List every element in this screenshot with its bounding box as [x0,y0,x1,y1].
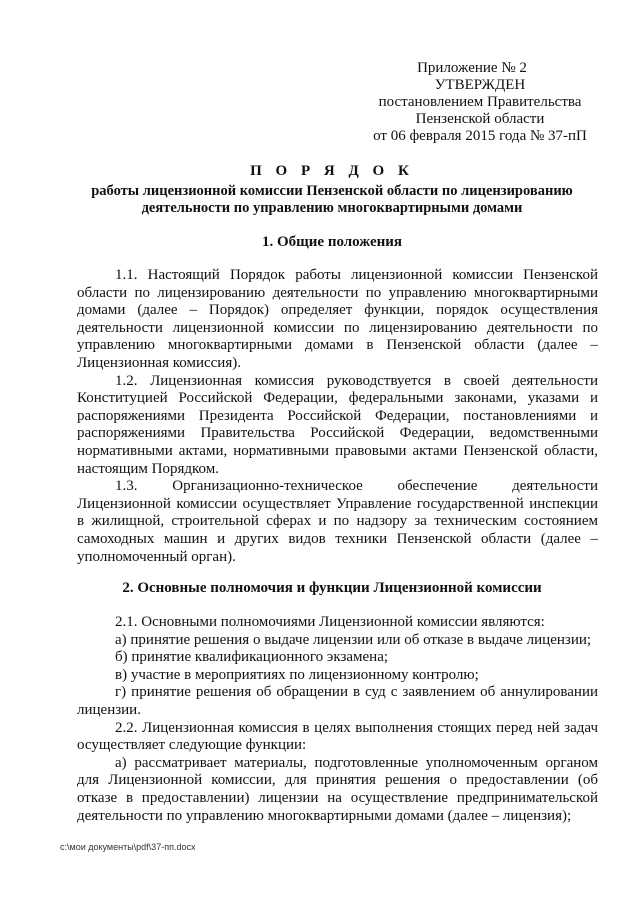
paragraph-2-1: 2.1. Основными полномочиями Лицензионной комиссии являются: [115,614,545,630]
section-1-body [77,267,598,566]
paragraph-1-1: 1.1. Настоящий Порядок работы лицензионной комиссии Пензенской области по лицензированию деятельности по управлению многоквартирными домами (далее – Порядок) определяет функции, порядок осуществления деятельности лицензионной комиссии по лицензированию деятельности по управлению многоквартирными домами в Пензенской области (далее – Лицензионная комиссия). [77,267,598,371]
section-1-heading: 1. Общие положения [261,234,403,250]
paragraph-1-3: 1.3. Организационно-техническое обеспечение деятельности Лицензионной комиссии осуществляет Управление государственной инспекции в жилищной, строительной сферах и по надзору за техническим состоянием самоходных машин и других видов техники Пензенской области (далее – уполномоченный орган). [77,478,598,565]
approved-label: УТВЕРЖДЕН [434,77,526,93]
paragraph-2-2: 2.2. Лицензионная комиссия в целях выполнения стоящих перед ней задач осуществляет следующие функции: [77,719,598,754]
section-2-heading: 2. Основные полномочия и функции Лицензионной комиссии [122,580,542,596]
document-subtitle: работы лицензионной комиссии Пензенской области по лицензированию деятельности по управлению многоквартирными домами [91,183,573,216]
document-title: П О Р Я Д О К [250,163,414,179]
paragraph-2-2-a: а) рассматривает материалы, подготовленные уполномоченным органом для Лицензионной комиссии, для принятия решения о предоставлении (об отказе в предоставлении) лицензии на осуществление предпринимательской деятельности по управлению многоквартирными домами (далее – лицензия); [77,754,598,824]
section-2-body [77,614,598,825]
appendix-number: Приложение № 2 [417,60,527,76]
resolution-date-number: от 06 февраля 2015 года № 37-пП [373,128,587,144]
approval-stamp-block [340,60,620,145]
resolution-line: постановлением Правительства [378,94,582,110]
paragraph-2-1-a: а) принятие решения о выдаче лицензии или об отказе в выдаче лицензии; [115,631,592,648]
paragraph-2-1-d: г) принятие решения об обращении в суд с заявлением об аннулировании лицензии. [77,684,598,718]
region-line: Пензенской области [415,111,545,127]
paragraph-2-1-c: в) участие в мероприятиях по лицензионному контролю; [115,666,479,683]
paragraph-2-1-b: б) принятие квалификационного экзамена; [115,649,389,666]
paragraph-1-2: 1.2. Лицензионная комиссия руководствуется в своей деятельности Конституцией Российской Федерации, федеральными законами, указами и распоряжениями Президента Российской Федерации, постановлениями и распоряжениями Правительства Российской Федерации, ведомственными нормативными актами, нормативными правовыми актами Пензенской области, настоящим Порядком. [77,372,598,477]
footer-file-path: c:\мои документы\pdf\37-пп.docx [60,842,196,852]
